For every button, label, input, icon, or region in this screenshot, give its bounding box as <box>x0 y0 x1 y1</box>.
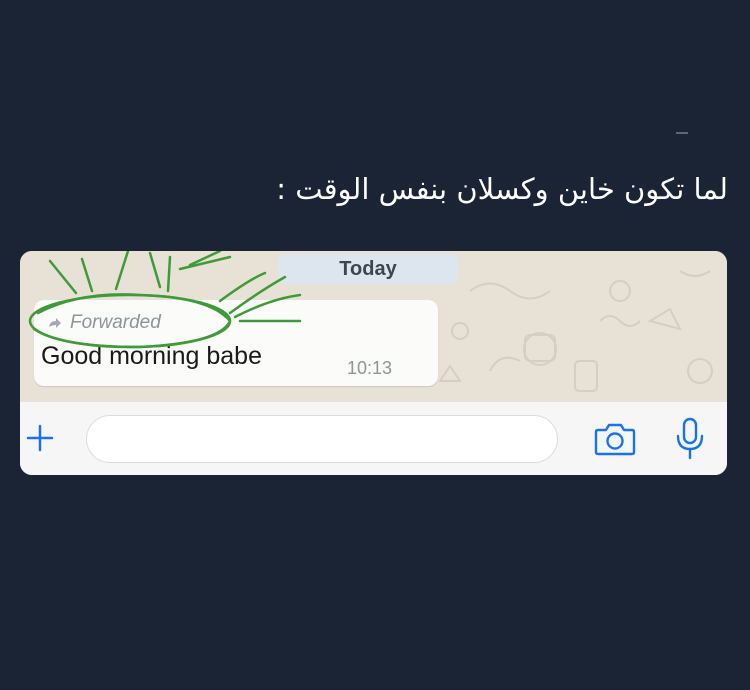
camera-icon[interactable] <box>594 420 636 458</box>
forwarded-indicator <box>48 312 161 334</box>
decorative-dash <box>676 132 688 134</box>
message-input[interactable] <box>86 415 558 463</box>
message-bubble[interactable] <box>34 300 438 386</box>
composer-bar <box>20 401 727 475</box>
meme-caption: لما تكون خاين وكسلان بنفس الوقت : <box>276 172 728 206</box>
message-text: Good morning babe <box>41 342 262 370</box>
date-separator: Today <box>278 254 458 284</box>
plus-icon[interactable] <box>22 420 58 456</box>
forwarded-label: Forwarded <box>70 312 161 333</box>
microphone-icon[interactable] <box>674 416 706 462</box>
forward-arrow-icon <box>48 316 62 330</box>
chat-screenshot <box>20 251 727 475</box>
message-timestamp: 10:13 <box>347 358 393 378</box>
